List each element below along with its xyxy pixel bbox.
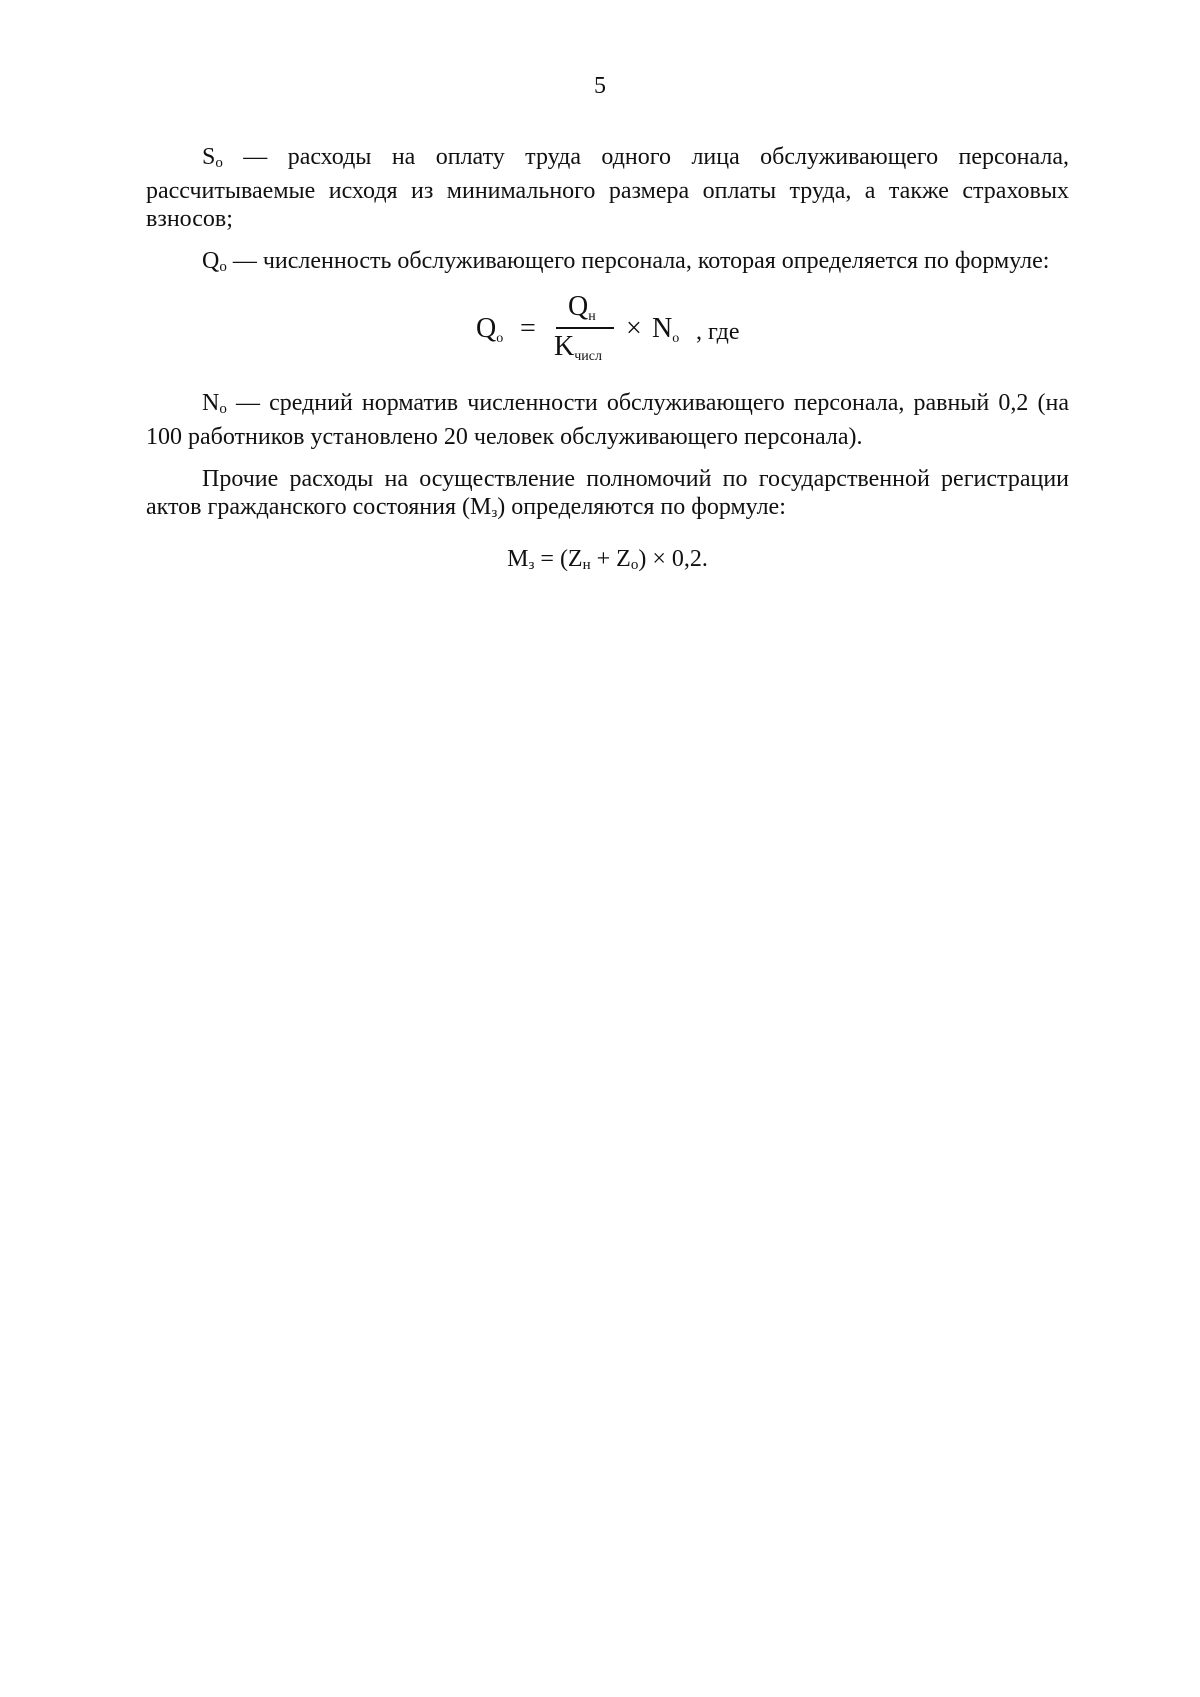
- formula-qo-numerator: [568, 291, 596, 325]
- paragraph-other-text-before: Прочие расходы на осуществление полномочий по государственной регистрации актов гражданского состояния (M: [146, 466, 1069, 520]
- symbol-n-subscript: o: [219, 401, 227, 417]
- formula-qo-lhs: [476, 313, 503, 347]
- page-number: 5: [594, 73, 606, 99]
- numerator-subscript: н: [588, 309, 596, 324]
- formula-qo-rhs-subscript: o: [672, 331, 680, 346]
- formula-qo-tail: , где: [696, 319, 740, 345]
- symbol-q: Q: [202, 248, 220, 274]
- formula-mz-part3: + Z: [590, 546, 631, 572]
- formula-qo-equals: =: [520, 313, 536, 344]
- formula-qo-rhs: [652, 313, 679, 347]
- formula-qo-lhs-symbol: Q: [476, 313, 497, 344]
- paragraph-so-definition: [146, 143, 1069, 233]
- formula-mz-part4: ) × 0,2.: [638, 546, 708, 572]
- denominator-subscript: числ: [574, 349, 602, 364]
- paragraph-qo-definition: [146, 247, 1069, 281]
- paragraph-qo-text: — численность обслуживающего персонала, которая определяется по формуле:: [226, 248, 1050, 274]
- paragraph-so-text: — расходы на оплату труда одного лица обслуживающего персонала, рассчитываемые исходя из минимального размера оплаты труда, а также страховых взносов;: [146, 144, 1069, 232]
- formula-mz-sub3: o: [630, 557, 639, 573]
- paragraph-other-expenses: [146, 465, 1069, 527]
- formula-mz-part1: M: [507, 546, 529, 572]
- symbol-n: N: [202, 390, 220, 416]
- formula-qo-fraction: [554, 291, 616, 373]
- formula-qo-times: ×: [626, 313, 642, 344]
- formula-mz: [146, 545, 1069, 579]
- fraction-bar: [556, 327, 614, 329]
- formula-mz-part2: = (Z: [534, 546, 583, 572]
- formula-mz-sub1: з: [528, 557, 535, 573]
- formula-qo-rhs-symbol: N: [652, 313, 673, 344]
- formula-qo-denominator: [554, 331, 602, 365]
- formula-qo: [146, 291, 1069, 373]
- document-body: [146, 143, 1069, 579]
- symbol-q-subscript: o: [219, 259, 227, 275]
- paragraph-other-text-after: ) определяются по формуле:: [497, 494, 786, 520]
- symbol-s-subscript: o: [215, 155, 223, 171]
- formula-mz-sub2: н: [582, 557, 591, 573]
- formula-qo-lhs-subscript: o: [496, 331, 504, 346]
- numerator-symbol: Q: [568, 291, 589, 322]
- paragraph-no-text: — средний норматив численности обслуживающего персонала, равный 0,2 (на 100 работников установлено 20 человек обслуживающего персонала).: [146, 390, 1069, 450]
- paragraph-no-definition: [146, 389, 1069, 451]
- paragraph-other-subscript: з: [491, 505, 498, 521]
- symbol-s: S: [202, 144, 216, 170]
- denominator-symbol: K: [554, 331, 575, 362]
